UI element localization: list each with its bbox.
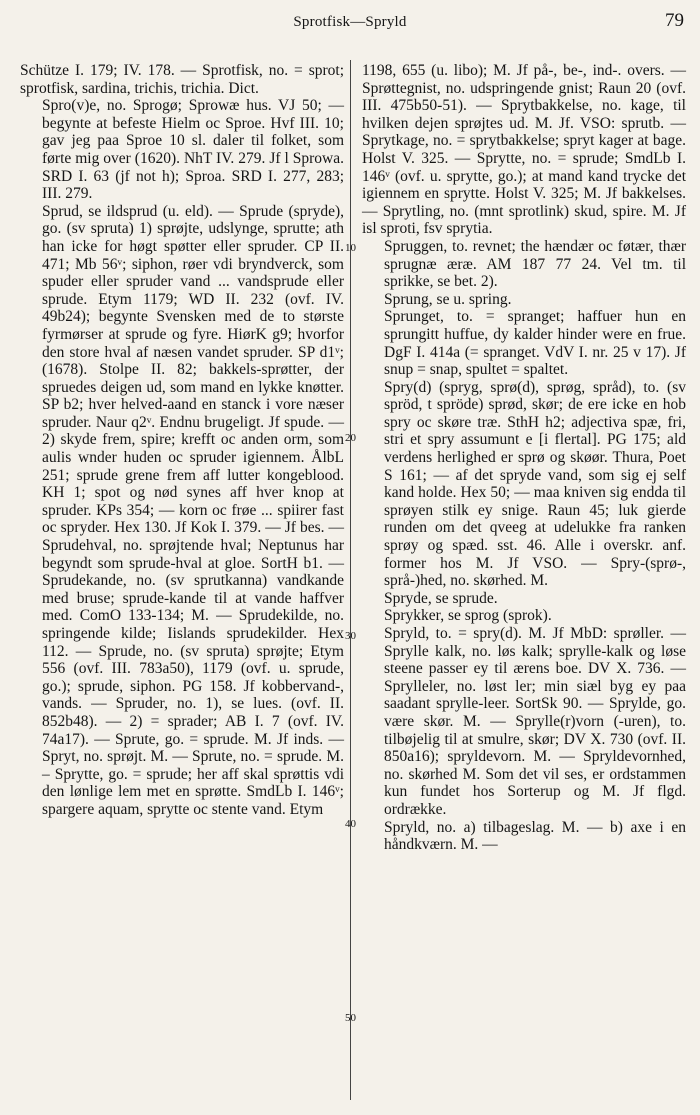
left-column <box>20 62 344 819</box>
entry-paragraph: Spryde, se sprude. <box>384 589 498 607</box>
entry-paragraph: Spryld, to. = spry(d). M. Jf MbD: sprøller. — Sprylle kalk, no. løs kalk; sprylle-kalk og løse steene passer ey til ærens boe. DV X. 736. — Sprylleler, no. løst ler; min siæl byg ey paa saadant sprylle-leer. SortSk 90. — Sprylde, go. være skør. M. — Spryllе(r)vorn (-uren), to. tilbøjelig til at smulre, skør; DV X. 730 (ovf. II. 850a16); spryldevorn. M. — Spryldevornhed, no. skørhed M. Som det vil ses, er ordstammen kun fundet hos Sorterup og M. Jf flgd. ordrække. <box>384 625 686 818</box>
entry-paragraph: Spro(v)e, no. Sprogø; Sprowæ hus. VJ 50; — begynte at befeste Hielm oc Sproe. Hvf III. 10; gav jeg paa Sproe 10 sl. daler til folket, som førte mig over (1620). NhT IV. 279. Jf l Sprowa. SRD I. 63 (jf not h); Sproa. SRD I. 277, 283; III. 279. <box>42 97 344 203</box>
entry-paragraph: 1198, 655 (u. libo); M. Jf på-, be-, ind-. overs. — Sprøttegnist, no. udspringende gnist; Raun 20 (ovf. III. 475b50-51). — Sprytbakkelse, no. kage, til hvilken dejen sprøjtes ud. M. Jf. VSO: sprutb. — Sprytkage, no. = sprytbakkelse; spryt kager at bage. Holst V. 325. — Sprytte, no. = sprude; SmdLb I. 146ᵛ (ovf. u. sprytte, go.); at mand kand trycke det igiennem en sprytte. Holst V. 325; M. Jf bakkelses. — Sprytling, no. (mnt sprotlink) skud, spire. M. Jf isl sproti, fsv sprytia. <box>362 62 686 238</box>
running-title: Sprotfisk—Spryld <box>293 14 407 30</box>
entry-paragraph: Sprung, se u. spring. <box>384 290 512 308</box>
entry-paragraph: Sprykker, se sprog (sprok). <box>384 607 552 625</box>
column-divider <box>350 60 351 1100</box>
line-number: 30 <box>345 630 356 642</box>
entry-paragraph: Sprunget, to. = spranget; haffuer hun en sprungitt huffue, dy kalder hinder were en frue. DgF I. 414a (= spranget. VdV I. nr. 25 v 17). Jf snup = snap, spultet = spaltet. <box>384 308 686 379</box>
line-number: 40 <box>345 818 356 830</box>
entry-paragraph: Sprud, se ildsprud (u. eld). — Sprude (spryde), go. (sv spruta) 1) sprøjte, udslynge, sprutte; ath han icke for høgt spøtter eller spruder. CP II. 471; Mb 56ᵛ; siphon, røer vdi bryndverck, som spuder eller spruder vand ... vandsprude eller sprude. Etym 1179; WD II. 232 (ovf. IV. 49b24); begynte Svensken med de to største fyrmørser at sprude og fyre. HiørK g9; hvorfor den store hval af næsen vandet spruder. SP d1ᵛ; (1678). Stolpe II. 82; bakkels-sprøtter, der spruedes deigen ud, som mand en lykke knøtter. SP b2; hver helved-aand en stanck i vore næser spruder. Naur q2ᵛ. Endnu brugeligt. Jf spude. — 2) skyde frem, spire; krefft oc anden orm, som aulis wnder huden oc spruder igiennem. ÅlbL 251; sprude grene frem aff lutter kongeblood. KH 1; spot og nød synes aff hver knop at spruder. KPs 354; — korn oc frøe ... spiirer fast oc spryder. Hex 130. Jf Kok I. 379. — Jf bes. — Sprudehval, no. sprøjtende hval; Neptunus har begyndt som sprude-hval at gloe. SortH b1. — Sprudekande, no. (sv sprutkanna) vandkande med bruse; sprude-kande til at vande haffver med. ComO 133-134; M. — Sprudekilde, no. springende kilde; Iislands sprudekilder. Hex 112. — Sprude, no. (sv spruta) sprøjte; Etym 556 (ovf. III. 783a50), 1179 (ovf. u. sprude, go.); sprude, siphon. PG 158. Jf kobbervand-, vands. — Spruder, no. 1), se lues. (ovf. II. 852b48). — 2) = sprader; AB I. 7 (ovf. IV. 74a17). — Sprute, go. = sprude. M. Jf inds. — Spryt, no. sprøjt. M. — Sprute, no. = sprude. M. – Sprytte, go. = sprude; her aff skal sprøttis vdi den lønlige lem met en sprøtte. SmdLb I. 146ᵛ; spargere aquam, sprytte oc stente vand. Etym <box>42 202 344 818</box>
page-number: 79 <box>665 10 684 31</box>
entry-paragraph: Spry(d) (spryg, sprø(d), sprøg, språd), to. (sv spröd, t spröde) sprød, skør; de ere icke en hob spry oc skøre træ. SthH h2; adjectiva spæ, fri, stri et spry assumunt e [i flertal]. PG 175; ald verdens herlighed er sprø og skøør. Thura, Poet S 161; — af det spryde vand, som sig ej self kand holde. Hex 50; — maa kniven sig endda til sprøyen stilk ey snige. Raun 45; luk gierde runden om det qveeg at udelukke fra ranken sprøy og spæd. sst. 46. Alle i overskr. anf. former hos M. Jf VSO. — Spry-(sprø-, språ-)hed, no. skørhed. M. <box>384 378 686 590</box>
line-number: 50 <box>345 1012 356 1024</box>
entry-paragraph: Spryld, no. a) tilbageslag. M. — b) axe i en håndkværn. M. — <box>384 818 686 854</box>
entry-paragraph: Schütze I. 179; IV. 178. — Sprotfisk, no. = sprot; sprotfisk, sardina, trichis, trichia. Dict. <box>20 62 344 97</box>
entry-paragraph: Spruggen, to. revnet; the hændær oc føtær, thær sprugnæ æræ. AM 187 77 24. Vel tm. til sprikke, se bet. 2). <box>384 237 686 291</box>
right-column <box>362 62 686 854</box>
page-header <box>0 6 700 36</box>
line-number: 20 <box>345 432 356 444</box>
line-number: 10 <box>345 242 356 254</box>
